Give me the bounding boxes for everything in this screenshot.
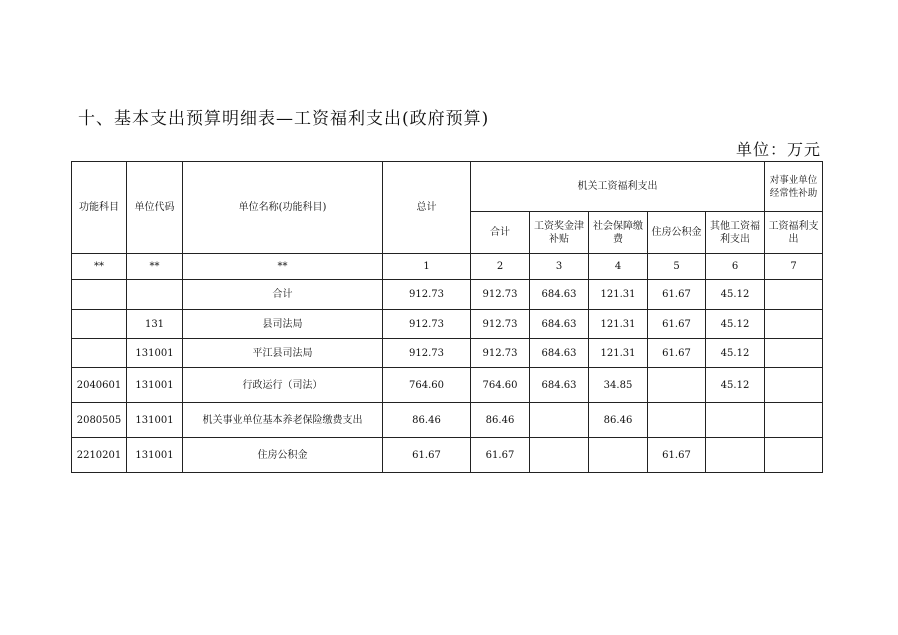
index-cell: ** <box>127 254 183 280</box>
cell-subsidy <box>765 310 823 339</box>
cell-social: 121.31 <box>589 339 648 368</box>
cell-total: 61.67 <box>383 438 471 473</box>
index-cell: ** <box>72 254 127 280</box>
table-row <box>72 339 823 368</box>
cell-total: 86.46 <box>383 403 471 438</box>
header-subsidy-group: 对事业单位经常性补助 <box>765 162 823 212</box>
header-sub-housing: 住房公积金 <box>648 212 706 254</box>
cell-unit-name: 机关事业单位基本养老保险缴费支出 <box>183 403 383 438</box>
cell-wage: 684.63 <box>530 368 589 403</box>
unit-label: 单位：万元 <box>736 140 822 159</box>
cell-total: 912.73 <box>383 280 471 310</box>
cell-other: 45.12 <box>706 368 765 403</box>
page-title: 十、基本支出预算明细表—工资福利支出(政府预算) <box>78 109 490 129</box>
budget-table <box>71 161 823 473</box>
cell-func-code: 2080505 <box>72 403 127 438</box>
header-sub-other: 其他工资福利支出 <box>706 212 765 254</box>
header-sub-wage: 工资奖金津补贴 <box>530 212 589 254</box>
cell-func-code: 2210201 <box>72 438 127 473</box>
cell-housing: 61.67 <box>648 310 706 339</box>
index-cell: 3 <box>530 254 589 280</box>
cell-sum: 912.73 <box>471 310 530 339</box>
cell-sum: 912.73 <box>471 280 530 310</box>
index-cell: 5 <box>648 254 706 280</box>
cell-social: 86.46 <box>589 403 648 438</box>
cell-other: 45.12 <box>706 310 765 339</box>
cell-unit-name: 县司法局 <box>183 310 383 339</box>
header-wage-group: 机关工资福利支出 <box>471 162 765 212</box>
header-sub-total: 合计 <box>471 212 530 254</box>
cell-sum: 764.60 <box>471 368 530 403</box>
index-row <box>72 254 823 280</box>
cell-wage: 684.63 <box>530 280 589 310</box>
table-row <box>72 280 823 310</box>
index-cell: ** <box>183 254 383 280</box>
cell-wage: 684.63 <box>530 339 589 368</box>
cell-other <box>706 403 765 438</box>
cell-total: 912.73 <box>383 339 471 368</box>
index-cell: 4 <box>589 254 648 280</box>
header-unit-code: 单位代码 <box>127 162 183 254</box>
cell-func-code <box>72 310 127 339</box>
cell-housing: 61.67 <box>648 339 706 368</box>
cell-subsidy <box>765 438 823 473</box>
cell-sum: 61.67 <box>471 438 530 473</box>
cell-total: 912.73 <box>383 310 471 339</box>
cell-wage <box>530 403 589 438</box>
index-cell: 7 <box>765 254 823 280</box>
cell-other <box>706 438 765 473</box>
cell-unit-code: 131 <box>127 310 183 339</box>
table-row <box>72 368 823 403</box>
header-func-code: 功能科目 <box>72 162 127 254</box>
cell-unit-code: 131001 <box>127 403 183 438</box>
cell-wage: 684.63 <box>530 310 589 339</box>
header-sub-social: 社会保障缴费 <box>589 212 648 254</box>
table-row <box>72 403 823 438</box>
cell-other: 45.12 <box>706 280 765 310</box>
header-sub-subsidy: 工资福利支出 <box>765 212 823 254</box>
header-unit-name: 单位名称(功能科目) <box>183 162 383 254</box>
cell-housing <box>648 403 706 438</box>
header-row-1 <box>72 162 823 212</box>
index-cell: 1 <box>383 254 471 280</box>
cell-social: 121.31 <box>589 310 648 339</box>
cell-sum: 912.73 <box>471 339 530 368</box>
header-total: 总计 <box>383 162 471 254</box>
cell-unit-code: 131001 <box>127 368 183 403</box>
index-cell: 2 <box>471 254 530 280</box>
cell-unit-name: 合计 <box>183 280 383 310</box>
cell-wage <box>530 438 589 473</box>
cell-unit-code <box>127 280 183 310</box>
cell-func-code <box>72 339 127 368</box>
index-cell: 6 <box>706 254 765 280</box>
cell-unit-name: 住房公积金 <box>183 438 383 473</box>
cell-unit-name: 行政运行（司法） <box>183 368 383 403</box>
cell-subsidy <box>765 403 823 438</box>
cell-unit-code: 131001 <box>127 339 183 368</box>
cell-total: 764.60 <box>383 368 471 403</box>
cell-sum: 86.46 <box>471 403 530 438</box>
cell-housing <box>648 368 706 403</box>
table-row <box>72 310 823 339</box>
cell-social: 34.85 <box>589 368 648 403</box>
cell-housing: 61.67 <box>648 438 706 473</box>
cell-subsidy <box>765 368 823 403</box>
cell-unit-code: 131001 <box>127 438 183 473</box>
cell-func-code: 2040601 <box>72 368 127 403</box>
cell-subsidy <box>765 280 823 310</box>
cell-housing: 61.67 <box>648 280 706 310</box>
cell-social: 121.31 <box>589 280 648 310</box>
cell-other: 45.12 <box>706 339 765 368</box>
cell-func-code <box>72 280 127 310</box>
cell-social <box>589 438 648 473</box>
cell-unit-name: 平江县司法局 <box>183 339 383 368</box>
cell-subsidy <box>765 339 823 368</box>
table-row <box>72 438 823 473</box>
